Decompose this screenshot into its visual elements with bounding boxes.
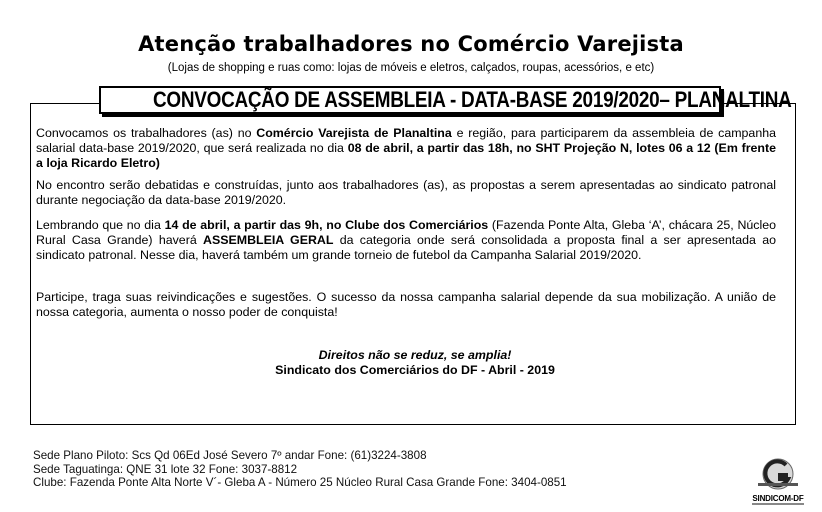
p3-text-e: da categoria onde será consolidada a proposta final a ser apresentada ao sindicato patronal. Nesse dia, haverá também um grande torneio de futebol da Campanha Salarial 2019/2020. bbox=[36, 233, 776, 262]
convocation-banner bbox=[99, 86, 792, 114]
page-title: Atenção trabalhadores no Comércio Varejista bbox=[138, 32, 684, 56]
p3-text-b: 14 de abril, a partir das 9h, no Clube dos Comerciários bbox=[164, 218, 489, 232]
paragraph-convocation bbox=[36, 126, 776, 171]
sindicom-logo-icon bbox=[748, 455, 808, 495]
slogan: Direitos não se reduz, se amplia! bbox=[318, 348, 512, 362]
sindicom-logo bbox=[748, 455, 808, 507]
p3-text-d: ASSEMBLEIA GERAL bbox=[203, 233, 334, 247]
banner-text: CONVOCAÇÃO DE ASSEMBLEIA - DATA-BASE 2019/2020– PLANALTINA bbox=[152, 87, 792, 112]
paragraph-participate: Participe, traga suas reivindicações e sugestões. O sucesso da nossa campanha salarial depende da sua mobilização. A união de nossa categoria, aumenta o nosso poder de conquista! bbox=[36, 290, 776, 319]
logo-underline bbox=[752, 503, 804, 505]
page-subtitle: (Lojas de shopping e ruas como: lojas de móveis e eletros, calçados, roupas, acessórios, e etc) bbox=[167, 62, 655, 74]
footer-address-clube: Clube: Fazenda Ponte Alta Norte V´- Gleba A - Número 25 Núcleo Rural Casa Grande Fone: 3404-0851 bbox=[33, 476, 567, 489]
p1-text-b: Comércio Varejista de Planaltina bbox=[256, 126, 452, 140]
paragraph-general-assembly bbox=[36, 218, 776, 263]
p1-text-d: 08 de abril, a partir das 18h, no SHT Projeção N, lotes 06 a 12 (Em frente a loja Ricardo Eletro) bbox=[36, 141, 777, 170]
footer-address-taguatinga: Sede Taguatinga: QNE 31 lote 32 Fone: 3037-8812 bbox=[33, 463, 298, 476]
logo-label: SINDICOM-DF bbox=[752, 494, 804, 503]
footer-address-plano-piloto: Sede Plano Piloto: Scs Qd 06Ed José Severo 7º andar Fone: (61)3224-3808 bbox=[33, 449, 427, 462]
p1-text-a: Convocamos os trabalhadores (as) no bbox=[36, 126, 257, 140]
p1-text-c: e região, para participarem da assembleia de campanha salarial data-base 2019/2020, que será realizada no dia bbox=[36, 126, 776, 155]
p3-text-a: Lembrando que no dia bbox=[36, 218, 165, 232]
signature: Sindicato dos Comerciários do DF - Abril - 2019 bbox=[275, 363, 555, 377]
paragraph-debate: No encontro serão debatidas e construídas, junto aos trabalhadores (as), as propostas a serem apresentadas ao sindicato patronal durante negociação da data-base 2019/2020. bbox=[36, 178, 776, 207]
p3-text-c: (Fazenda Ponte Alta, Gleba ‘A’, chácara 25, Núcleo Rural Casa Grande) haverá bbox=[36, 218, 777, 247]
